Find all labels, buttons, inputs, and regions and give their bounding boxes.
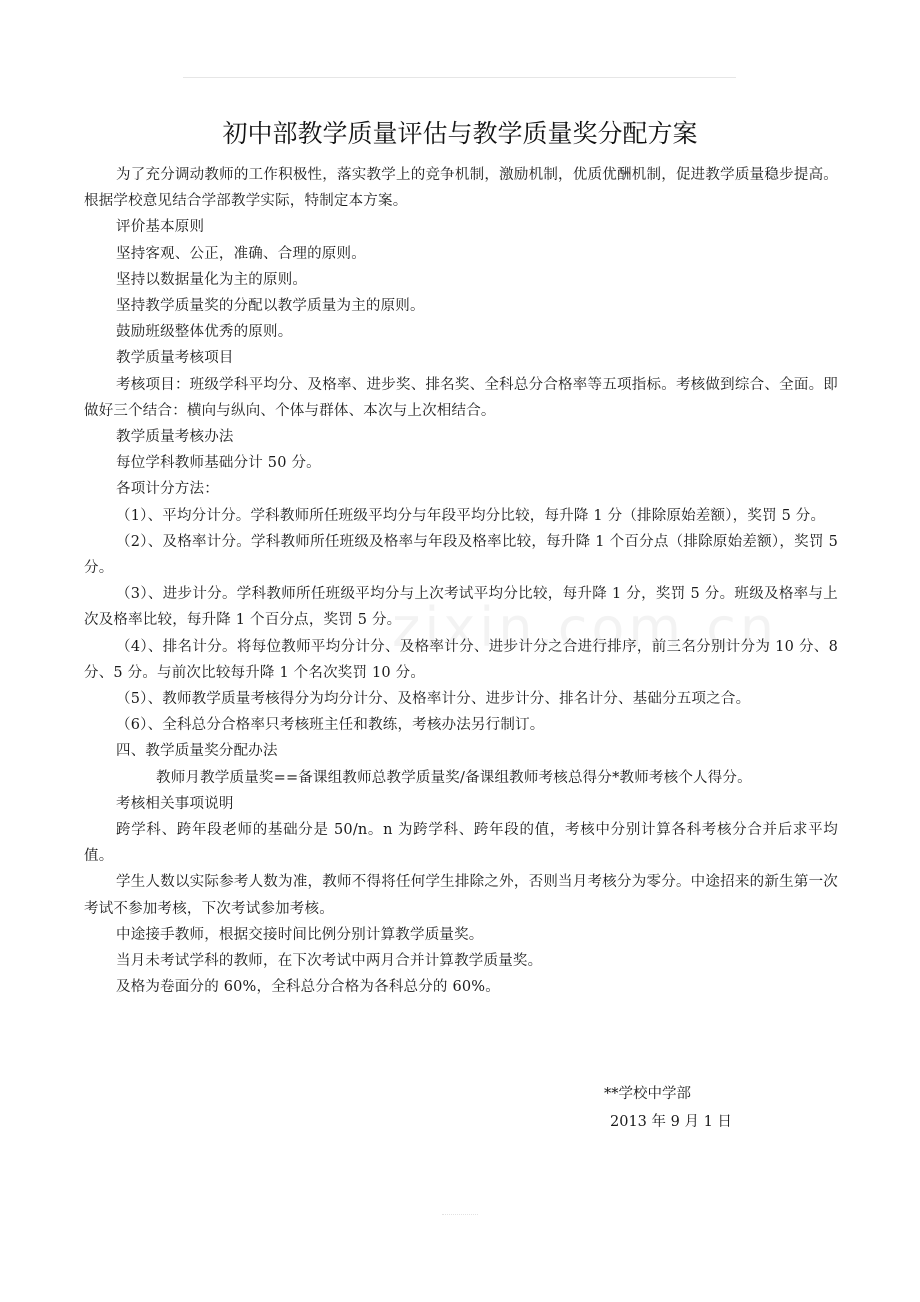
- document-title: 初中部教学质量评估与教学质量奖分配方案: [222, 119, 698, 148]
- scoring-rule-4: （4）、排名计分。将每位教师平均分计分、及格率计分、进步计分之合进行排序，前三名分别计分为 10 分、8 分、5 分。与前次比较每升降 1 个名次奖罚 10 分。: [84, 638, 838, 681]
- note-paragraph: 及格为卷面分的 60%，全科总分合格为各科总分的 60%。: [116, 979, 500, 996]
- scoring-methods-label: 各项计分方法：: [116, 481, 219, 498]
- assessment-items-paragraph: 考核项目：班级学科平均分、及格率、进步奖、排名奖、全科总分合格率等五项指标。考核做到综合、全面。即做好三个结合：横向与纵向、个体与群体、本次与上次相结合。: [84, 376, 838, 419]
- footer-mark: [442, 1214, 478, 1215]
- principle-item: 鼓励班级整体优秀的原则。: [116, 324, 293, 341]
- signature-date: 2013 年 9 月 1 日: [610, 1114, 732, 1130]
- signature-org: **学校中学部: [604, 1086, 691, 1102]
- section-heading-distribution: 四、教学质量奖分配办法: [116, 743, 278, 760]
- note-paragraph: 当月未考试学科的教师，在下次考试中两月合并计算教学质量奖。: [116, 953, 543, 970]
- section-heading-methods: 教学质量考核办法: [116, 429, 234, 446]
- scoring-rule-5: （5）、教师教学质量考核得分为均分计分、及格率计分、进步计分、排名计分、基础分五项之合。: [116, 691, 751, 708]
- distribution-formula: 教师月教学质量奖==备课组教师总教学质量奖/备课组教师考核总得分*教师考核个人得分。: [156, 769, 752, 786]
- section-heading-notes: 考核相关事项说明: [116, 795, 234, 812]
- scoring-rule-2: （2）、及格率计分。学科教师所任班级及格率与年段及格率比较，每升降 1 个百分点（排除原始差额），奖罚 5 分。: [84, 533, 838, 577]
- note-paragraph: 学生人数以实际参考人数为准，教师不得将任何学生排除之外，否则当月考核分为零分。中途招来的新生第一次考试不参加考核，下次考试参加考核。: [84, 874, 838, 917]
- header-rule: [183, 77, 736, 78]
- scoring-rule-6: （6）、全科总分合格率只考核班主任和教练，考核办法另行制订。: [116, 717, 545, 734]
- intro-paragraph: 为了充分调动教师的工作积极性，落实教学上的竞争机制，激励机制，优质优酬机制，促进教学质量稳步提高。根据学校意见结合学部教学实际，特制定本方案。: [84, 167, 838, 210]
- principle-item: 坚持以数据量化为主的原则。: [116, 271, 308, 288]
- signature-block: [604, 1080, 824, 1136]
- principle-item: 坚持客观、公正，准确、合理的原则。: [116, 245, 366, 262]
- principle-item: 坚持教学质量奖的分配以教学质量为主的原则。: [116, 298, 425, 315]
- section-heading-principles: 评价基本原则: [116, 219, 205, 236]
- note-paragraph: 跨学科、跨年段老师的基础分是 50/n。n 为跨学科、跨年段的值，考核中分别计算各科考核分合并后求平均值。: [84, 822, 838, 865]
- section-heading-items: 教学质量考核项目: [116, 350, 234, 367]
- base-score-paragraph: 每位学科教师基础分计 50 分。: [116, 455, 321, 472]
- scoring-rule-3: （3）、进步计分。学科教师所任班级平均分与上次考试平均分比较，每升降 1 分，奖罚 5 分。班级及格率与上次及格率比较，每升降 1 个百分点，奖罚 5 分。: [84, 586, 838, 629]
- note-paragraph: 中途接手教师，根据交接时间比例分别计算教学质量奖。: [116, 926, 484, 943]
- document-body: [84, 162, 838, 1001]
- scoring-rule-1: （1）、平均分计分。学科教师所任班级平均分与年段平均分比较，每升降 1 分（排除原始差额），奖罚 5 分。: [116, 507, 826, 524]
